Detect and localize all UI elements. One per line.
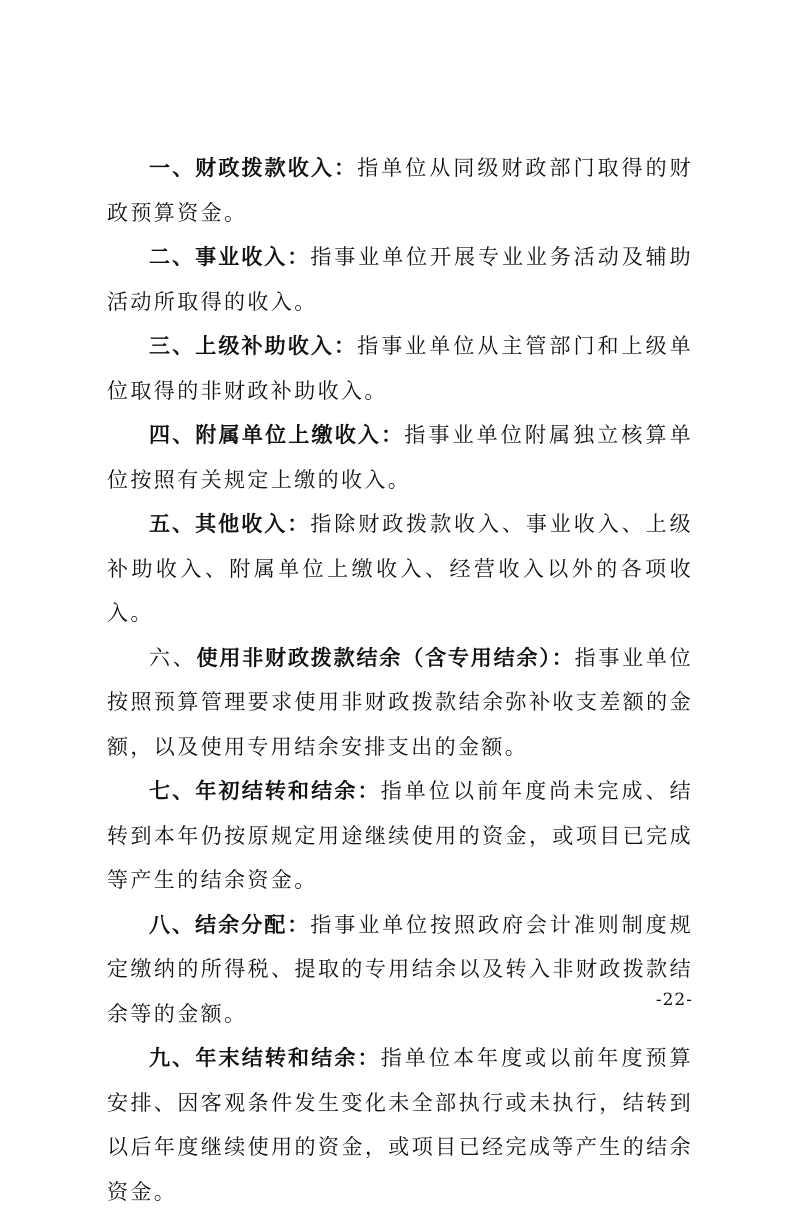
paragraph-superior-subsidy-income (107, 324, 693, 413)
paragraph-year-end-carryover (107, 1036, 693, 1214)
term-label: 一、财政拨款收入： (149, 155, 358, 180)
paragraph-affiliated-unit-income (107, 413, 693, 502)
term-definition: 指事业单位按照预算管理要求使用非财政拨款结余弥补收支差额的金额，以及使用专用结余安排支出的金额。 (107, 645, 694, 759)
term-definition: 指事业单位从主管部门和上级单位取得的非财政补助收入。 (107, 334, 693, 403)
page-number: -22- (655, 990, 693, 1010)
term-label: 四、附属单位上缴收入： (149, 422, 405, 447)
paragraph-prefix: 六、 (149, 645, 197, 670)
term-label: 使用非财政拨款结余（含专用结余）： (196, 644, 575, 670)
paragraph-fiscal-appropriation-income (107, 146, 693, 235)
term-label: 三、上级补助收入： (149, 333, 358, 358)
term-label: 二、事业收入： (149, 244, 311, 269)
term-label: 九、年末结转和结余： (149, 1045, 381, 1070)
term-definition: 指除财政拨款收入、事业收入、上级补助收入、附属单位上缴收入、经营收入以外的各项收入。 (107, 512, 694, 625)
paragraph-other-income (107, 502, 693, 636)
term-label: 五、其他收入： (149, 511, 311, 536)
term-definition: 指单位本年度或以前年度预算安排、因客观条件发生变化未全部执行或未执行，结转到以后年度继续使用的资金，或项目已经完成等产生的结余资金。 (107, 1046, 694, 1204)
term-definition: 指单位从同级财政部门取得的财政预算资金。 (107, 156, 693, 225)
paragraph-non-fiscal-balance-use (107, 636, 693, 770)
term-label: 八、结余分配： (149, 911, 311, 937)
term-definition: 指事业单位附属独立核算单位按照有关规定上缴的收入。 (107, 423, 693, 492)
paragraph-balance-distribution (107, 903, 693, 1037)
term-definition: 指单位以前年度尚未完成、结转到本年仍按原规定用途继续使用的资金，或项目已完成等产生的结余资金。 (107, 779, 694, 892)
term-definition: 指事业单位按照政府会计准则制度规定缴纳的所得税、提取的专用结余以及转入非财政拨款结余等的金额。 (107, 912, 694, 1026)
term-label: 七、年初结转和结余： (149, 778, 381, 803)
document-body (107, 146, 693, 1214)
paragraph-business-income (107, 235, 693, 324)
term-definition: 指事业单位开展专业业务活动及辅助活动所取得的收入。 (107, 245, 694, 314)
paragraph-beginning-carryover (107, 769, 693, 903)
